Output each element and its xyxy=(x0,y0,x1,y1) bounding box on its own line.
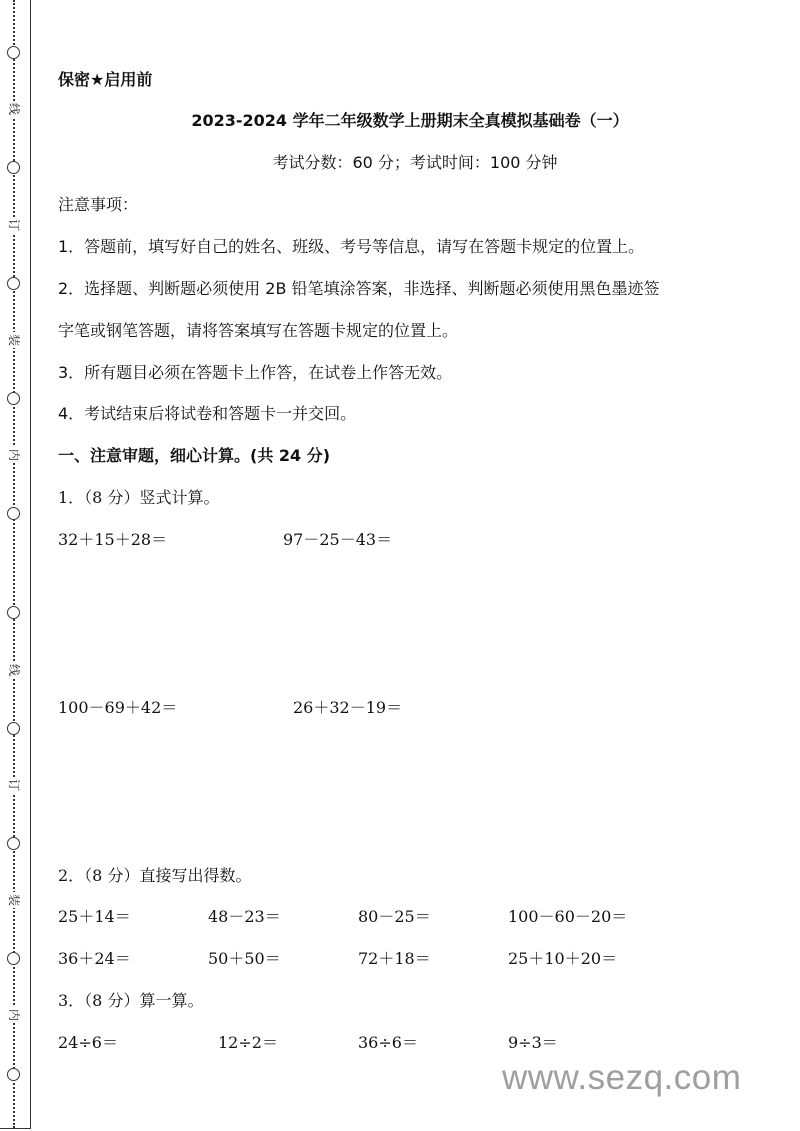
math-expression: 32＋15＋28＝ xyxy=(58,530,168,549)
binding-hole-icon xyxy=(7,277,20,290)
math-expression: 97－25－43＝ xyxy=(283,530,393,549)
notice-heading: 注意事项： xyxy=(58,195,139,214)
binding-hole-icon xyxy=(7,392,20,405)
watermark: www.sezq.com xyxy=(502,1058,742,1097)
math-expression: 36÷6＝ xyxy=(358,1033,418,1052)
math-expression: 100－69＋42＝ xyxy=(58,698,178,717)
binding-label: 线 xyxy=(7,102,21,115)
binding-label: 装 xyxy=(7,333,21,346)
question-3-label: 3．（8 分）算一算。 xyxy=(58,991,204,1010)
page-border-bottom xyxy=(0,1128,31,1129)
section-heading: 一、注意审题，细心计算。(共 24 分) xyxy=(58,446,331,465)
math-expression: 72＋18＝ xyxy=(358,949,431,968)
binding-hole-icon xyxy=(7,507,20,520)
binding-hole-icon xyxy=(7,952,20,965)
math-expression: 50＋50＝ xyxy=(208,949,281,968)
notice-item: 2．选择题、判断题必须使用 2B 铅笔填涂答案，非选择、判断题必须使用黑色墨迹签 xyxy=(58,279,660,298)
math-expression: 100－60－20＝ xyxy=(508,907,628,926)
math-expression: 25＋10＋20＝ xyxy=(508,949,618,968)
confidential-label: 保密★启用前 xyxy=(58,70,153,89)
math-expression: 9÷3＝ xyxy=(508,1033,558,1052)
binding-hole-icon xyxy=(7,606,20,619)
page-title: 2023-2024 学年二年级数学上册期末全真模拟基础卷（一） xyxy=(191,111,629,130)
math-expression: 48－23＝ xyxy=(208,907,281,926)
binding-hole-icon xyxy=(7,1068,20,1081)
math-expression: 26＋32－19＝ xyxy=(293,698,403,717)
notice-item: 1．答题前，填写好自己的姓名、班级、考号等信息，请写在答题卡规定的位置上。 xyxy=(58,237,645,256)
math-expression: 36＋24＝ xyxy=(58,949,131,968)
math-expression: 25＋14＝ xyxy=(58,907,131,926)
notice-item: 4．考试结束后将试卷和答题卡一并交回。 xyxy=(58,404,357,423)
binding-margin xyxy=(0,0,32,1131)
binding-label: 线 xyxy=(7,663,21,676)
binding-hole-icon xyxy=(7,46,20,59)
question-2-label: 2．（8 分）直接写出得数。 xyxy=(58,866,252,885)
math-expression: 80－25＝ xyxy=(358,907,431,926)
binding-label: 装 xyxy=(7,893,21,906)
exam-info: 考试分数：60 分；考试时间：100 分钟 xyxy=(272,153,558,172)
binding-hole-icon xyxy=(7,722,20,735)
binding-label: 内 xyxy=(7,1008,21,1021)
notice-item: 3．所有题目必须在答题卡上作答，在试卷上作答无效。 xyxy=(58,363,453,382)
binding-label: 订 xyxy=(7,778,21,791)
binding-label: 订 xyxy=(7,218,21,231)
math-expression: 12÷2＝ xyxy=(218,1033,278,1052)
binding-label: 内 xyxy=(7,448,21,461)
binding-hole-icon xyxy=(7,837,20,850)
binding-hole-icon xyxy=(7,161,20,174)
page-border-left xyxy=(30,0,31,1128)
math-expression: 24÷6＝ xyxy=(58,1033,118,1052)
question-1-label: 1．（8 分）竖式计算。 xyxy=(58,488,220,507)
notice-item: 字笔或钢笔答题，请将答案填写在答题卡规定的位置上。 xyxy=(58,321,459,340)
